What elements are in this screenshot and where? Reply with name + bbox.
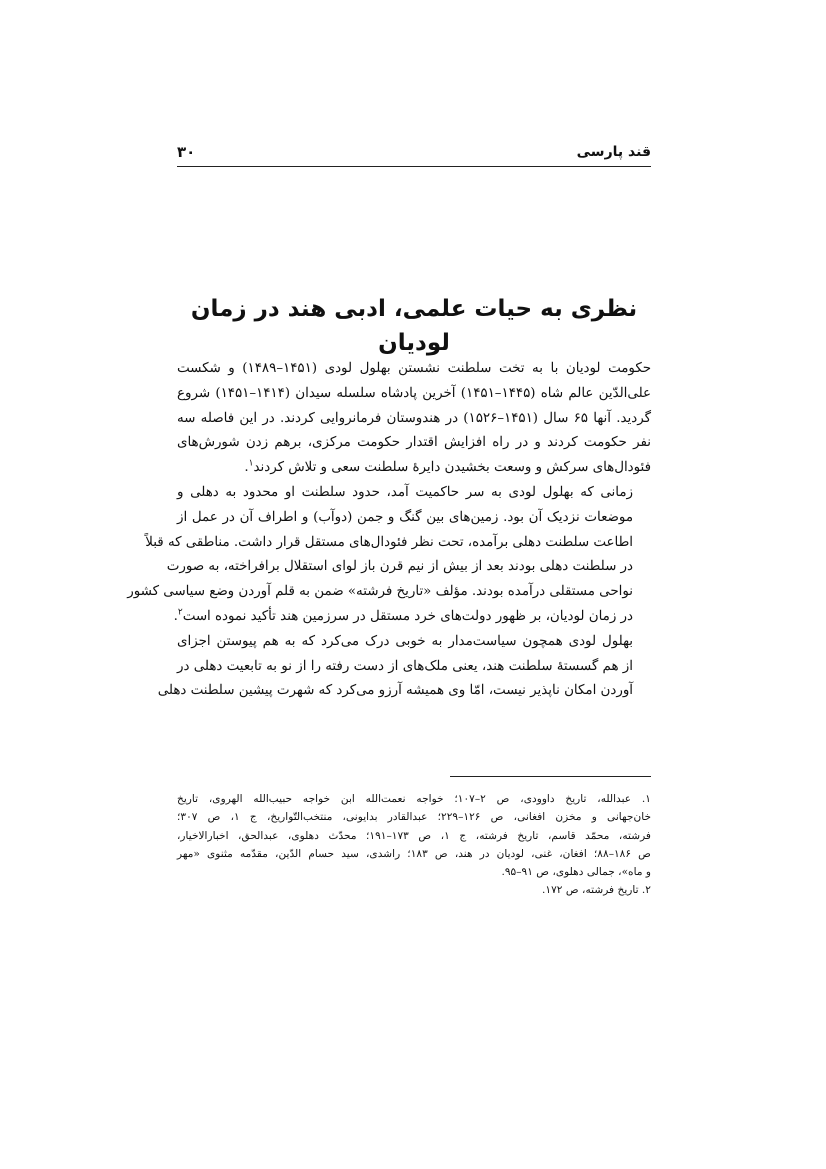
text-line: زمانی که بهلول لودی به سر حاکمیت آمد، حدود سلطنت او محدود به دهلی و	[177, 484, 633, 500]
footnote-line: ۲. تاریخ فرشته، ص ۱۷۲.	[542, 884, 651, 897]
journal-title: قند پارسی	[576, 144, 651, 160]
running-header	[177, 138, 651, 166]
text-line: در سلطنت دهلی بودند بعد از بیش از نیم قرن باز لوای استقلال برافراخته، به صورت	[166, 559, 633, 575]
footnote-line: خان‌جهانی و مخزن افغانی، ص ۱۲۶–۲۲۹؛ عبدالقادر بدایونی، منتخب‌التّواریخ، ج ۱، ص ۳۰۷؛	[177, 811, 651, 824]
article-body	[127, 357, 651, 704]
text-line: گردید. آنها ۶۵ سال (۱۴۵۱–۱۵۲۶) در هندوستان فرمانروایی کردند. در این فاصله سه	[177, 410, 651, 426]
footnote-ref: ۲	[177, 607, 183, 618]
text-line: موضعات نزدیک آن بود. زمین‌های بین گنگ و جمن (دوآب) و اطراف آن در عمل از	[177, 509, 633, 525]
text-line: حکومت لودیان با به تخت سلطنت نشستن بهلول لودی (۱۴۵۱–۱۴۸۹) و شکست	[177, 361, 651, 376]
text-line: نواحی مستقلی درآمده بودند. مؤلف «تاریخ فرشته» ضمن به قلم آوردن وضع سیاسی کشور	[127, 584, 633, 600]
text-line-content: در زمان لودیان، بر ظهور دولت‌های خرد مستقل در سرزمین هند تأکید نموده است	[182, 608, 633, 624]
text-line: از هم گسستۀ سلطنت هند، یعنی ملک‌های از دست رفته را از نو به تابعیت دهلی در	[177, 658, 633, 674]
footnote-separator	[450, 776, 651, 777]
footnote-ref: ۱	[248, 458, 254, 469]
text-line: علی‌الدّین عالم شاه (۱۴۴۵–۱۴۵۱) آخرین پادشاه سلسله سیدان (۱۴۱۴–۱۴۵۱) شروع	[177, 385, 651, 401]
text-line-last: در زمان لودیان، بر ظهور دولت‌های خرد مستقل در سرزمین هند تأکید نموده است$^۲$.	[173, 607, 633, 624]
footnote-line: فرشته، محمّد قاسم، تاریخ فرشته، ج ۱، ص ۱۷۳–۱۹۱؛ محدّث دهلوی، عبدالحق، اخبارالاخیار،	[177, 829, 651, 842]
header-rule	[177, 166, 651, 167]
text-line: بهلول لودی همچون سیاست‌مدار به خوبی درک می‌کرد که به هم پیوستن اجزای	[177, 633, 633, 649]
footnote-line: ۱. عبدالله، تاریخ داوودی، ص ۲–۱۰۷؛ خواجه نعمت‌الله ابن خواجه حبیب‌الله الهروی، تاریخ	[177, 793, 651, 805]
text-line-last: فئودال‌های سرکش و وسعت بخشیدن دایرۀ سلطنت سعی و تلاش کردند$^۱$.	[244, 458, 651, 476]
paragraph-1	[177, 357, 651, 481]
text-line: نفر حکومت کردند و در راه افزایش اقتدار حکومت مرکزی، برهم زدن شورش‌های	[177, 435, 651, 451]
paragraph-2	[127, 481, 651, 630]
article-title: نظری به حیات علمی، ادبی هند در زمان لودیان	[190, 296, 638, 356]
footnote-1	[177, 790, 651, 881]
footnote-line: و ماه»، جمالی دهلوی، ص ۹۱–۹۵.	[501, 866, 651, 879]
footnote-2	[177, 881, 651, 899]
footnotes	[177, 790, 651, 900]
footnote-line: ص ۱۸۶–۸۸؛ افغان، غنی، لودیان در هند، ص ۱۸۳؛ راشدی، سید حسام الدّین، مقدّمه مثنوی «مهر	[177, 847, 651, 860]
text-line: اطاعت سلطنت دهلی برآمده، تحت نظر فئودال‌های مستقل قرار داشت. مناطقی که قبلاً	[145, 534, 633, 550]
text-line-content: فئودال‌های سرکش و وسعت بخشیدن دایرۀ سلطنت سعی و تلاش کردند	[253, 460, 651, 476]
page-number: ۳۰	[177, 143, 196, 161]
text-line: آوردن امکان ناپذیر نیست، امّا وی همیشه آرزو می‌کرد که شهرت پیشین سلطنت دهلی	[157, 683, 633, 699]
paragraph-3	[157, 630, 651, 704]
